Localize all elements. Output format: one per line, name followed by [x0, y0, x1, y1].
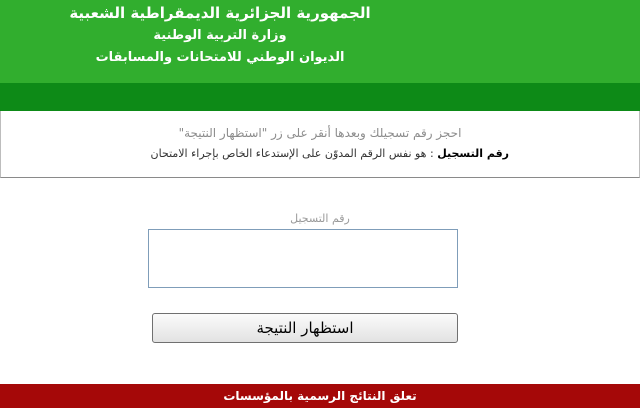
header-banner	[0, 0, 640, 111]
note-label: رقم التسجيل	[437, 147, 509, 160]
ministry-title: وزارة التربية الوطنية	[153, 28, 287, 43]
show-result-button[interactable]: استظهار النتيجة	[152, 313, 458, 343]
registration-note	[151, 147, 509, 160]
instructions-box	[0, 111, 640, 178]
registration-field-label: رقم التسجيل	[290, 212, 350, 225]
office-title: الديوان الوطني للامتحانات والمسابقات	[95, 50, 345, 65]
republic-title: الجمهورية الجزائرية الديمقراطية الشعبية	[69, 4, 371, 22]
note-text: : هو نفس الرقم المدوّن على الإستدعاء الخاص بإجراء الامتحان	[150, 147, 438, 160]
instruction-text: احجز رقم تسجيلك وبعدها أنقر على زر "استظهار النتيجة"	[178, 126, 462, 140]
registration-number-input[interactable]	[148, 229, 458, 288]
footer-notice: تعلق النتائج الرسمية بالمؤسسات	[0, 384, 640, 408]
